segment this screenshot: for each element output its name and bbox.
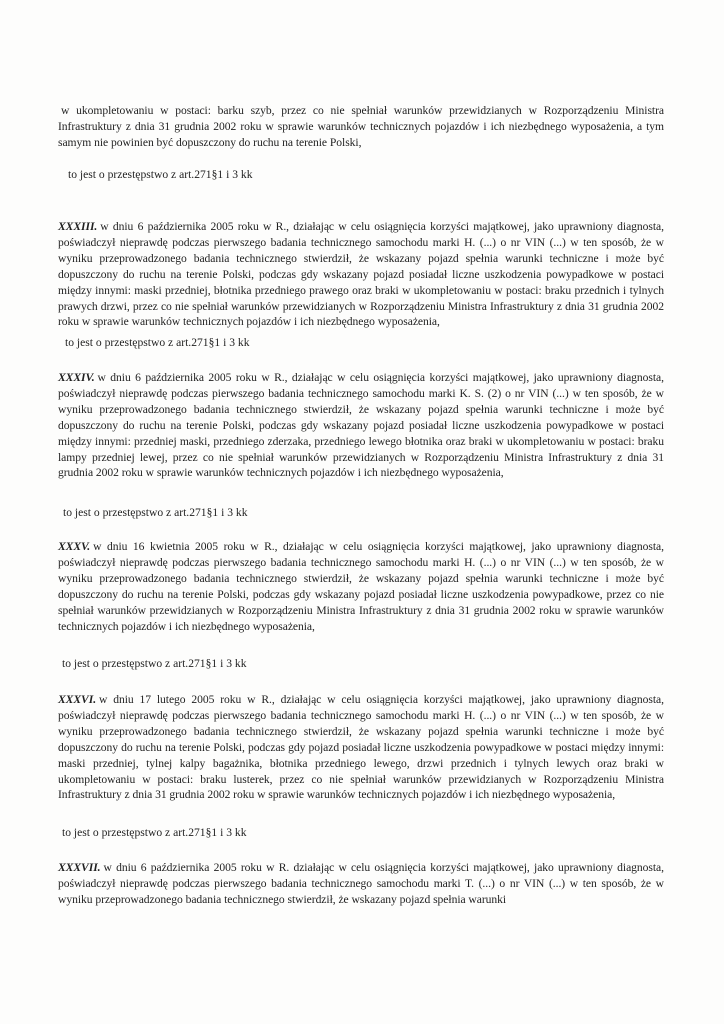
section-conclusion: to jest o przestępstwo z art.271§1 i 3 kk	[62, 826, 247, 839]
section-numeral: XXXVII.	[58, 861, 101, 874]
section-text: w dniu 16 kwietnia 2005 roku w R., działając w celu osiągnięcia korzyści majątkowej, jako uprawniony diagnosta, poświadczył nieprawdę podczas pierwszego badania technicznego samochodu marki H. (...) o nr VIN (...) w ten sposób, że w wyniku przeprowadzonego badania technicznego stwierdził, że wskazany pojazd spełnia warunki techniczne i może być dopuszczony do ruchu na terenie Polski, podczas gdy wskazany pojazd posiadał liczne uszkodzenia powypadkowe, przez co nie spełniał warunków przewidzianych w Rozporządzeniu Ministra Infrastruktury z dnia 31 grudnia 2002 roku w sprawie warunków technicznych pojazdów i ich niezbędnego wyposażenia,	[58, 540, 664, 633]
section-numeral: XXXIII.	[58, 220, 98, 233]
section-conclusion: to jest o przestępstwo z art.271§1 i 3 kk	[62, 657, 247, 670]
section-numeral: XXXVI.	[58, 693, 97, 706]
section-conclusion: to jest o przestępstwo z art.271§1 i 3 kk	[68, 168, 253, 181]
section-text: w dniu 17 lutego 2005 roku w R., działając w celu osiągnięcia korzyści majątkowej, jako uprawniony diagnosta, poświadczył nieprawdę podczas pierwszego badania technicznego samochodu marki H. (...) o nr VIN (...) w ten sposób, że w wyniku przeprowadzonego badania technicznego stwierdził, że wskazany pojazd spełnia warunki techniczne i może być dopuszczony do ruchu na terenie Polski, podczas gdy pojazd posiadał liczne uszkodzenia powypadkowe w postaci między innymi: maski przedniej, tylnej kalpy bagażnika, błotnika przedniego lewego, drzwi przednich i tylnych lewych oraz braki w ukompletowaniu w postaci: braku lusterek, przez co nie spełniał warunków przewidzianych w Rozporządzeniu Ministra Infrastruktury z dnia 31 grudnia 2002 roku w sprawie warunków technicznych pojazdów i ich niezbędnego wyposażenia,	[58, 693, 664, 802]
section-text: w dniu 6 października 2005 roku w R., działając w celu osiągnięcia korzyści majątkowej, jako uprawniony diagnosta, poświadczył nieprawdę podczas pierwszego badania technicznego samochodu marki K. S. (2) o nr VIN (...) w ten sposób, że w wyniku przeprowadzonego badania technicznego stwierdził, że wskazany pojazd spełnia warunki techniczne i może być dopuszczony do ruchu na terenie Polski, podczas gdy wskazany pojazd posiadał liczne uszkodzenia powypadkowe w postaci między innymi: przedniej maski, przedniego zderzaka, przedniego lewego błotnika oraz braki w ukompletowaniu w postaci: braku lampy przedniej lewej, przez co nie spełniał warunków przewidzianych w Rozporządzeniu Ministra Infrastruktury z dnia 31 grudnia 2002 roku w sprawie warunków technicznych pojazdów i ich niezbędnego wyposażenia,	[58, 371, 664, 480]
section-numeral: XXXV.	[58, 540, 91, 553]
section-text: w dniu 6 października 2005 roku w R. działając w celu osiągnięcia korzyści majątkowej, jako uprawniony diagnosta, poświadczył nieprawdę podczas pierwszego badania technicznego samochodu marki T. (...) o nr VIN (...) w ten sposób, że w wyniku przeprowadzonego badania technicznego stwierdził, że wskazany pojazd spełnia warunki	[58, 861, 664, 906]
section-text: w dniu 6 października 2005 roku w R., działając w celu osiągnięcia korzyści majątkowej, jako uprawniony diagnosta, poświadczył nieprawdę podczas pierwszego badania technicznego samochodu marki H. (...) o nr VIN (...) w ten sposób, że w wyniku przeprowadzonego badania technicznego stwierdził, że wskazany pojazd spełnia warunki techniczne i może być dopuszczony do ruchu na terenie Polski, podczas gdy wskazany pojazd posiadał liczne uszkodzenia powypadkowe w postaci między innymi: maski przedniej, błotnika przedniego prawego oraz braki w ukompletowaniu w postaci: braku przednich i tylnych prawych drzwi, przez co nie spełniał warunków przewidzianych w Rozporządzeniu Ministra Infrastruktury z dnia 31 grudnia 2002 roku w sprawie warunków technicznych pojazdów i ich niezbędnego wyposażenia,	[58, 220, 664, 329]
section-continuation	[58, 103, 664, 151]
section-xxxv	[58, 539, 664, 634]
section-xxxiv	[58, 370, 664, 481]
section-text: w ukompletowaniu w postaci: barku szyb, przez co nie spełniał warunków przewidzianych w Rozporządzeniu Ministra Infrastruktury z dnia 31 grudnia 2002 roku w sprawie warunków technicznych pojazdów i ich niezbędnego wyposażenia, a tym samym nie powinien być dopuszczony do ruchu na terenie Polski,	[58, 104, 664, 149]
section-xxxvi	[58, 692, 664, 803]
section-conclusion: to jest o przestępstwo z art.271§1 i 3 kk	[63, 506, 248, 519]
section-conclusion: to jest o przestępstwo z art.271§1 i 3 kk	[65, 336, 250, 349]
section-xxxvii	[58, 860, 664, 908]
section-numeral: XXXIV.	[58, 371, 95, 384]
section-xxxiii	[58, 219, 664, 330]
